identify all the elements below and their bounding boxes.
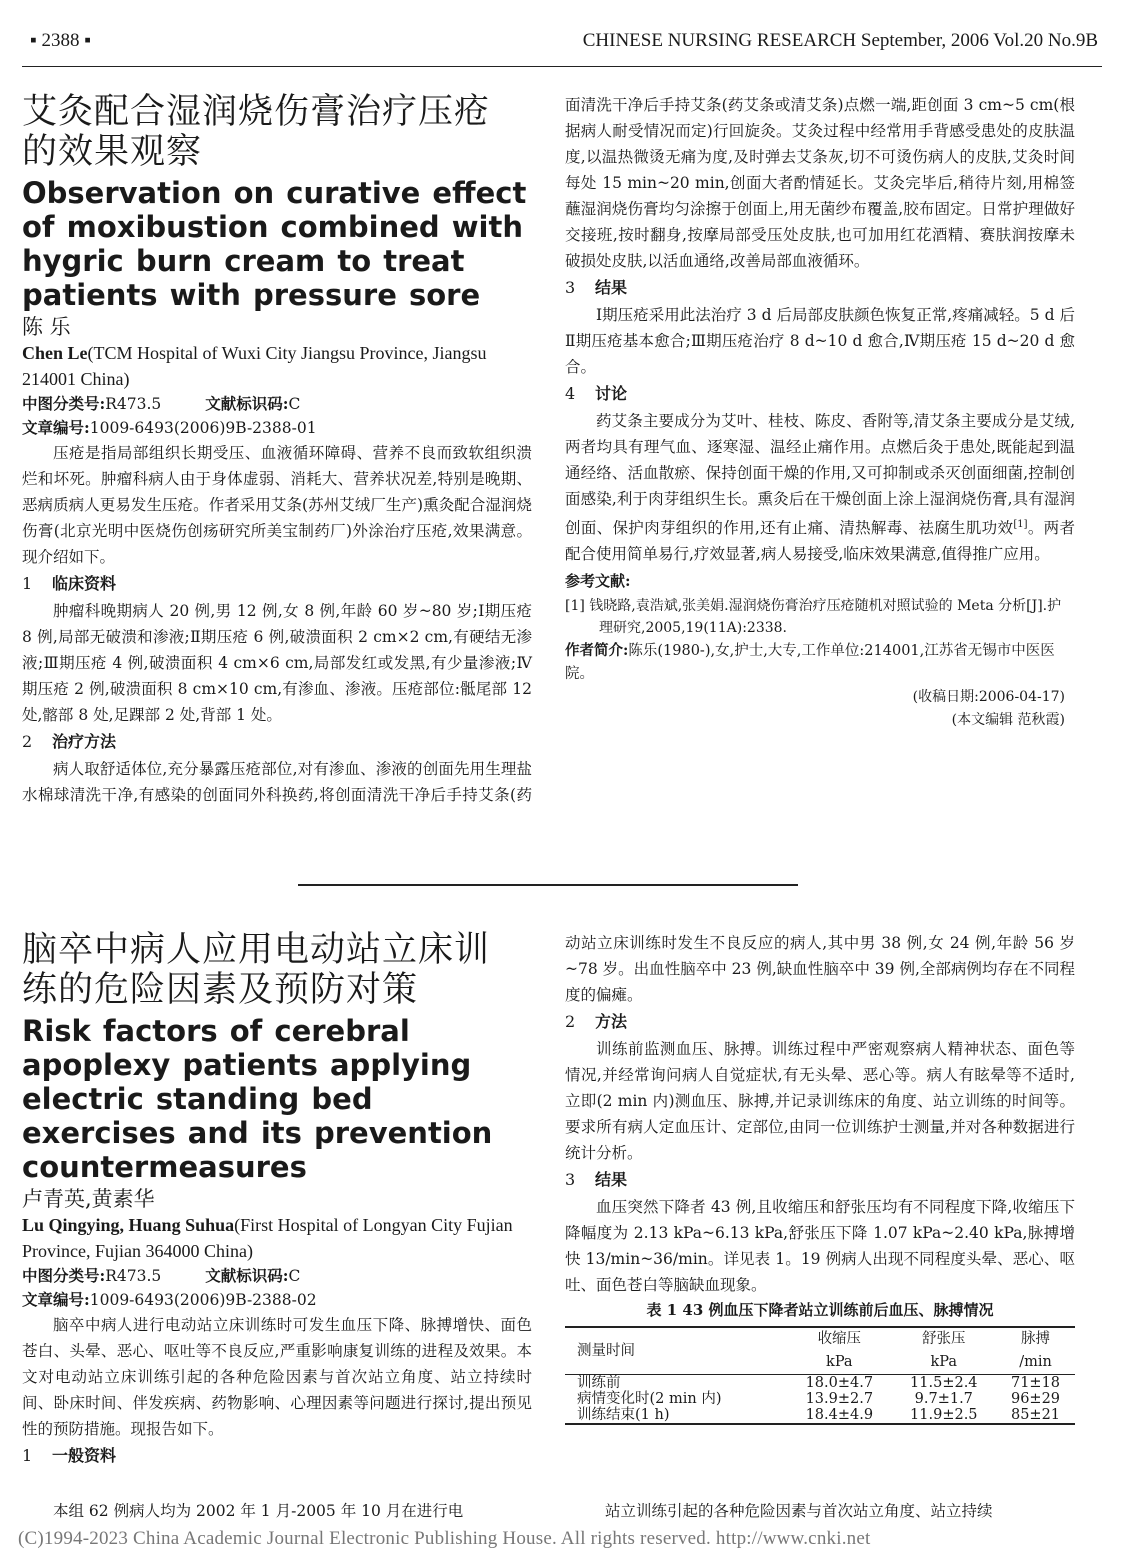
section-number: 4 [565,384,576,403]
doc-value: C [288,1267,301,1285]
article1-section2-body: 病人取舒适体位,充分暴露压疮部位,对有渗血、渗液的创面先用生理盐水棉球清洗干净,有感染的创面同外科换药,将创面清洗干净后手持艾条(药 [22,760,532,804]
article1-section4-heading [565,380,1075,408]
article2-author-cn: 卢青英,黄素华 [22,1187,155,1211]
table-unit-cell: kPa [892,1351,996,1375]
table-unit-cell: kPa [787,1351,891,1375]
article1-editor: (本文编辑 范秋霞) [951,712,1065,729]
table-cell: 病情变化时(2 min 内) [577,1391,722,1407]
section-title: 结果 [595,278,628,297]
article2-title-en: Risk factors of cerebral apoplexy patients applying electric standing bed exercises and its prevention countermeasures [22,1014,493,1184]
section-number: 1 [22,574,33,593]
bio-label: 作者简介: [565,642,629,660]
article1-section1-heading [22,570,532,598]
section-number: 3 [565,1170,576,1189]
table-cell: 96±29 [1010,1391,1061,1407]
discussion-text: 药艾条主要成分为艾叶、桂枝、陈皮、香附等,清艾条主要成分是艾绒,两者均具有理气血、逐寒湿、温经止痛作用。点燃后灸于患处,既能起到温通经络、活血散瘀、保持创面干燥的作用,又可抑制或杀灭创面细菌,控制创面感染,利于肉芽组织生长。熏灸后在干燥创面上涂上湿润烧伤膏,具有湿润创面、保护肉芽组织的作用,还有止痛、清热解毒、祛腐生肌功效 [565,412,1075,538]
article1-section2-body-cont: 面清洗干净后手持艾条(药艾条或清艾条)点燃一端,距创面 3 cm~5 cm(根据病人耐受情况而定)行回旋灸。艾灸过程中经常用手背感受患处的皮肤温度,以温热微烫无痛为度,及时弹去艾条灰,切不可烫伤病人的皮肤,艾灸时间每处 15 min~20 min,创面大者酌情延长。艾灸完毕后,稍待片刻,用棉签蘸湿润烧伤膏均匀涂擦于创面上,用无菌纱布覆盖,胶布固定。日常护理做好交接班,按时翻身,按摩局部受压处皮肤,也可加用红花酒精、赛肤润按摩未破损处皮肤,以活血通络,改善局部血液循环。 [565,96,1075,270]
table-cell: 训练前 [577,1375,621,1391]
article1-author-cn: 陈 乐 [22,315,71,339]
citation-marker: [1] [1013,519,1028,530]
article1-intro: 压疮是指局部组织长期受压、血液循环障碍、营养不良而致软组织溃烂和坏死。肿瘤科病人由于身体虚弱、消耗大、营养状况差,特别是晚期、恶病质病人更易发生压疮。作者采用艾条(苏州艾绒厂生产)熏灸配合湿润烧伤膏(北京光明中医烧伤创疡研究所美宝制药厂)外涂治疗压疮,效果满意。现介绍如下。 [22,444,532,566]
article2-section1-heading [22,1442,532,1470]
article1-classification [22,392,532,416]
table-row [565,1375,1075,1392]
table-cell: 9.7±1.7 [914,1391,973,1407]
table-cell: 71±18 [1010,1375,1061,1391]
table-cell: 18.0±4.7 [805,1375,874,1391]
table1 [565,1326,1075,1425]
article2-section2-body: 训练前监测血压、脉搏。训练过程中严密观察病人精神状态、面色等情况,并经常询问病人自觉症状,有无头晕、恶心等。病人有眩晕等不适时,立即(2 min 内)测血压、脉搏,并记录训练床的角度、站立训练的时间等。要求所有病人定血压计、定部位,由同一位训练护士测量,并对各种数据进行统计分析。 [565,1040,1075,1162]
section-title: 临床资料 [52,574,117,593]
section-title: 讨论 [595,384,628,403]
cls-value: R473.5 [105,1267,162,1285]
section-title: 一般资料 [52,1446,117,1465]
section-number: 2 [22,732,33,751]
art-label: 文章编号: [22,1290,90,1309]
doc-label: 文献标识码: [205,394,289,413]
article2-section3-body: 血压突然下降者 43 例,且收缩压和舒张压均有不同程度下降,收缩压下降幅度为 2.13 kPa~6.13 kPa,舒张压下降 1.07 kPa~2.40 kPa,脉搏增快 13/min~36/min。详见表 1。19 例病人出现不同程度头晕、恶心、呕吐、面色苍白等脑缺血现象。 [565,1198,1075,1294]
article1-article-number [22,416,532,440]
article2-section2-heading [565,1008,1075,1036]
table-header-cell: 收缩压 [787,1327,891,1351]
art-value: 1009-6493(2006)9B-2388-01 [89,419,317,437]
art-value: 1009-6493(2006)9B-2388-02 [89,1291,317,1309]
header-rule [22,66,1102,67]
section-number: 1 [22,1446,33,1465]
article1-title-cn: 艾灸配合湿润烧伤膏治疗压疮的效果观察 [22,92,491,172]
article2-article-number [22,1288,532,1312]
table1-caption: 表 1 43 例血压下降者站立训练前后血压、脉搏情况 [646,1301,994,1319]
article2-section3-tail: 站立训练引起的各种危险因素与首次站立角度、站立持续 [605,1502,993,1520]
table-header-cell: 舒张压 [892,1327,996,1351]
art-label: 文章编号: [22,418,90,437]
article2-section1-body-cont: 动站立床训练时发生不良反应的病人,其中男 38 例,女 24 例,年龄 56 岁~78 岁。出血性脑卒中 23 例,缺血性脑卒中 39 例,全部病例均存在不同程度的偏瘫。 [565,934,1075,1004]
table-row [565,1407,1075,1424]
section-title: 治疗方法 [52,732,117,751]
table-header-cell: 测量时间 [565,1327,787,1375]
article1-section3-body: Ⅰ期压疮采用此法治疗 3 d 后局部皮肤颜色恢复正常,疼痛减轻。5 d 后Ⅱ期压疮基本愈合;Ⅲ期压疮治疗 8 d~10 d 愈合,Ⅳ期压疮 15 d~20 d 愈合。 [565,306,1075,376]
table-unit-cell: /min [996,1351,1075,1375]
table-cell: 训练结束(1 h) [565,1407,787,1424]
article2-section3-heading [565,1166,1075,1194]
page-number: ▪ 2388 ▪ [30,30,91,51]
cls-value: R473.5 [105,395,162,413]
article1-section2-heading [22,728,532,756]
article1-reference-1: [1] 钱晓路,袁浩斌,张美娟.湿润烧伤膏治疗压疮随机对照试验的 Meta 分析[J].护理研究,2005,19(11A):2338. [565,598,1062,637]
discussion-text-end: 。两者配合使用简单易行,疗效显著,病人易接受,临床效果满意,值得推广应用。 [565,519,1075,564]
table-cell: 18.4±4.9 [787,1407,891,1424]
table-cell: 13.9±2.7 [805,1391,874,1407]
article2-author-en: Lu Qingying, Huang Suhua [22,1215,235,1235]
article2-title-cn: 脑卒中病人应用电动站立床训练的危险因素及预防对策 [22,930,491,1010]
section-number: 2 [565,1012,576,1031]
table-cell: 11.9±2.5 [892,1407,996,1424]
article2-affil-text: (First Hospital of Longyan City Fujian Province, Fujian 364000 China) [22,1215,513,1261]
bio-text: 陈乐(1980-),女,护士,大专,工作单位:214001,江苏省无锡市中医医院。 [565,643,1055,683]
article1-affiliation [22,340,532,392]
table-header-cell: 脉搏 [996,1327,1075,1351]
article1-title-en: Observation on curative effect of moxibustion combined with hygric burn cream to treat patients with pressure sore [22,176,527,312]
article2-left-column [22,930,532,1470]
article2-classification [22,1264,532,1288]
article1-section3-heading [565,274,1075,302]
section-number: 3 [565,278,576,297]
journal-header: CHINESE NURSING RESEARCH September, 2006 Vol.20 No.9B [582,30,1098,51]
article2-affiliation [22,1212,532,1264]
article1-right-column [565,92,1075,732]
article1-author-en: Chen Le [22,343,88,363]
article1-section1-body: 肿瘤科晚期病人 20 例,男 12 例,女 8 例,年龄 60 岁~80 岁;Ⅰ期压疮 8 例,局部无破溃和渗液;Ⅱ期压疮 6 例,破溃面积 2 cm×2 cm,有硬结无渗液;Ⅲ期压疮 4 例,破溃面积 4 cm×6 cm,局部发红或发黑,有少量渗液;Ⅳ期压疮 2 例,破溃面积 8 cm×10 cm,有渗血、渗液。压疮部位:骶尾部 12 处,髂部 8 处,足踝部 2 处,背部 1 处。 [22,602,532,724]
doc-label: 文献标识码: [205,1266,289,1285]
cls-label: 中图分类号: [22,394,106,413]
section-title: 方法 [595,1012,628,1031]
article2-right-column [565,930,1075,1425]
table-cell: 11.5±2.4 [910,1375,978,1391]
article1-affil-text: (TCM Hospital of Wuxi City Jiangsu Province, Jiangsu 214001 China) [22,343,487,389]
article-divider [298,884,798,886]
section-title: 结果 [595,1170,628,1189]
table-row [565,1391,1075,1407]
article2-section1-body-start: 本组 62 例病人均为 2002 年 1 月-2005 年 10 月在进行电 [53,1502,464,1520]
cls-label: 中图分类号: [22,1266,106,1285]
article1-references-heading: 参考文献: [565,572,631,591]
article2-intro: 脑卒中病人进行电动站立床训练时可发生血压下降、脉搏增快、面色苍白、头晕、恶心、呕吐等不良反应,严重影响康复训练的进程及效果。本文对电动站立床训练引起的各种危险因素与首次站立角度、站立持续时间、卧床时间、伴发疾病、药物影响、心理因素等问题进行探讨,提出预见性的预防措施。现报告如下。 [22,1316,532,1438]
table-cell: 85±21 [996,1407,1075,1424]
article1-received-date: (收稿日期:2006-04-17) [912,689,1065,706]
article1-section4-body [565,408,1075,567]
doc-value: C [288,395,301,413]
article1-author-bio [565,639,1075,686]
article1-left-column [22,92,532,808]
copyright-footer: (C)1994-2023 China Academic Journal Electronic Publishing House. All rights reserved. http://www.cnki.net [18,1528,871,1549]
